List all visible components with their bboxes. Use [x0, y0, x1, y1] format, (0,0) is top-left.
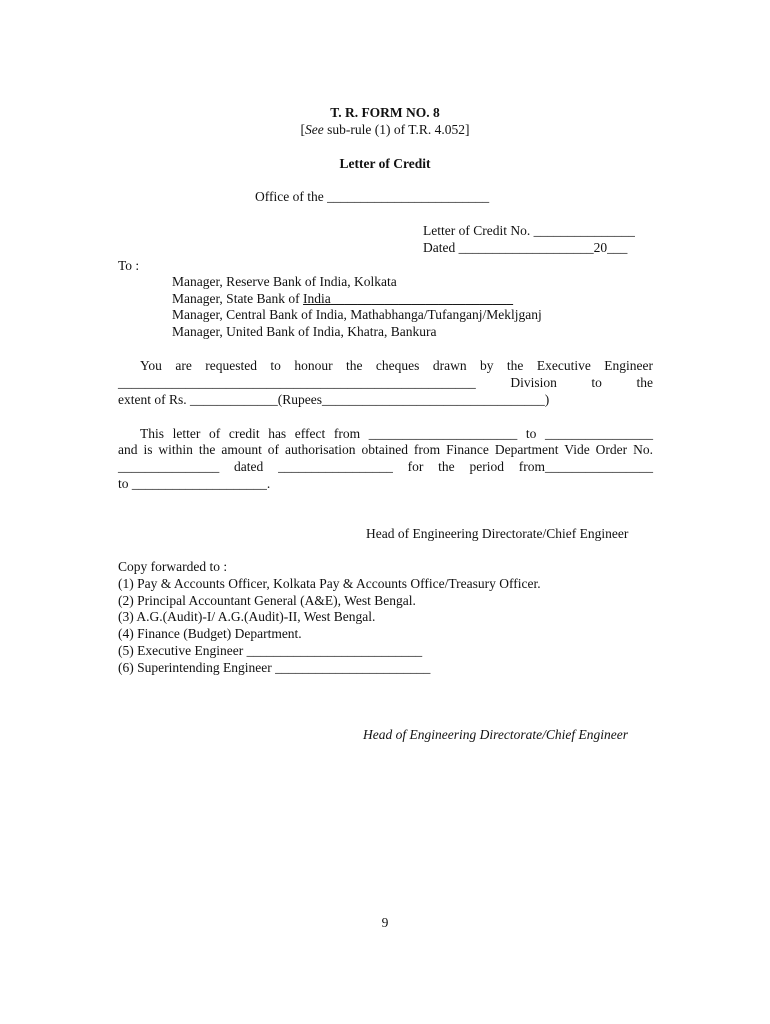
rule-reference [0, 121, 770, 138]
manager-central-bank: Manager, Central Bank of India, Mathabhanga/Tufanganj/Mekljganj [172, 307, 542, 322]
rule-text: sub-rule (1) of T.R. 4.052] [323, 122, 470, 137]
manager-sbi [172, 290, 513, 307]
rule-bracket: [ [300, 122, 306, 137]
form-number: T. R. FORM NO. 8 [330, 105, 440, 120]
rule-see: See [305, 122, 324, 137]
copy-item-2: (2) Principal Accountant General (A&E), West Bengal. [118, 593, 416, 608]
para2-line3: _______________ dated _________________ for the period from________________ [118, 459, 653, 474]
dated-line: Dated ____________________20___ [423, 240, 628, 255]
para1-line1: You are requested to honour the cheques drawn by the Executive Engineer [140, 358, 653, 373]
manager-sbi-blank: ___________________________ [330, 291, 514, 306]
signature-head-engineering-italic: Head of Engineering Directorate/Chief Engineer [363, 727, 628, 742]
copy-item-5: (5) Executive Engineer __________________________ [118, 643, 423, 658]
manager-rbi: Manager, Reserve Bank of India, Kolkata [172, 274, 397, 289]
manager-united-bank: Manager, United Bank of India, Khatra, Bankura [172, 324, 437, 339]
copy-item-4: (4) Finance (Budget) Department. [118, 626, 302, 641]
signature-head-engineering: Head of Engineering Directorate/Chief Engineer [366, 526, 629, 541]
para2-line2: and is within the amount of authorisation obtained from Finance Department Vide Order No. [118, 442, 653, 457]
para2-line1: This letter of credit has effect from ______________________ to ________________ [140, 426, 653, 441]
para2-line4: to ____________________. [118, 476, 271, 491]
manager-sbi-india: India [303, 291, 331, 306]
document-title: Letter of Credit [339, 156, 431, 171]
copy-item-3: (3) A.G.(Audit)-I/ A.G.(Audit)-II, West Bengal. [118, 609, 376, 624]
copy-forwarded-label: Copy forwarded to : [118, 559, 228, 574]
office-line: Office of the ________________________ [255, 189, 490, 204]
para1-line2: _____________________________________________________ Division to the [118, 375, 653, 390]
manager-sbi-text: Manager, State Bank of [172, 291, 304, 306]
copy-item-6: (6) Superintending Engineer _______________________ [118, 660, 431, 675]
letter-of-credit-no: Letter of Credit No. _______________ [423, 223, 635, 238]
to-label: To : [118, 258, 140, 273]
para1-line3: extent of Rs. _____________(Rupees_________________________________) [118, 392, 550, 407]
copy-item-1: (1) Pay & Accounts Officer, Kolkata Pay & Accounts Office/Treasury Officer. [118, 576, 541, 591]
page-number: 9 [381, 915, 389, 930]
